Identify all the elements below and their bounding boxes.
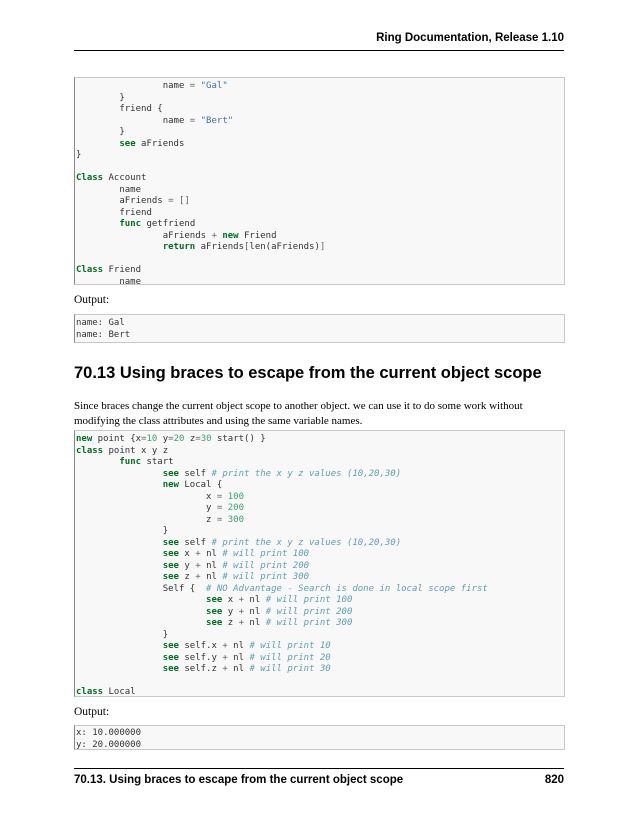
code-token: z bbox=[76, 514, 217, 525]
code-line bbox=[75, 446, 564, 458]
code-token: z bbox=[178, 572, 196, 582]
code-token bbox=[76, 457, 119, 467]
code-token bbox=[76, 607, 206, 617]
code-line bbox=[75, 93, 564, 105]
code-token: 30 bbox=[200, 434, 212, 444]
code-token: see bbox=[162, 468, 179, 479]
code-token: + bbox=[195, 549, 201, 559]
code-token: x: 10.000000 bbox=[76, 728, 142, 738]
code-token bbox=[76, 641, 163, 651]
code-line bbox=[75, 254, 564, 266]
code-line bbox=[75, 318, 564, 330]
code-line bbox=[75, 150, 564, 162]
code-token: + bbox=[222, 664, 228, 674]
code-token: nl bbox=[200, 572, 223, 582]
code-token: aFriends bbox=[76, 196, 169, 206]
code-token: y bbox=[157, 434, 169, 444]
code-token: Local bbox=[103, 687, 136, 697]
code-token: see bbox=[162, 572, 179, 582]
code-line bbox=[75, 231, 564, 243]
code-token: # print the x y z values (10,20,30) bbox=[211, 537, 402, 548]
code-token: start bbox=[141, 457, 174, 467]
code-line bbox=[75, 492, 564, 504]
code-token: y bbox=[76, 503, 217, 513]
code-token: + bbox=[195, 560, 201, 571]
code-token: friend bbox=[76, 207, 152, 218]
code-token: Class bbox=[76, 265, 104, 275]
code-token: 300 bbox=[227, 514, 244, 525]
code-token: ] bbox=[319, 242, 326, 252]
code-token: = bbox=[141, 434, 147, 444]
code-token: + bbox=[222, 652, 228, 663]
code-line bbox=[75, 664, 564, 676]
code-line bbox=[75, 104, 564, 116]
code-token: getfriend bbox=[141, 219, 196, 229]
code-token bbox=[76, 480, 163, 490]
code-token: self.y bbox=[178, 652, 223, 663]
code-token: class bbox=[76, 445, 104, 456]
code-line bbox=[75, 561, 564, 573]
code-token: name bbox=[76, 276, 142, 287]
code-token: + bbox=[195, 572, 201, 582]
code-token: z bbox=[222, 618, 239, 628]
code-token: see bbox=[206, 606, 223, 617]
code-token: see bbox=[162, 641, 179, 651]
code-token: # will print 100 bbox=[265, 595, 353, 605]
code-token bbox=[76, 653, 163, 663]
code-token: name bbox=[76, 115, 190, 126]
code-token: # will print 300 bbox=[222, 572, 310, 582]
code-token: + bbox=[211, 230, 217, 241]
code-token: Friend bbox=[103, 265, 142, 275]
code-token: point {x bbox=[92, 434, 142, 444]
code-line bbox=[75, 572, 564, 584]
code-token: name: Bert bbox=[76, 329, 131, 340]
code-token: = bbox=[168, 434, 174, 444]
code-token: func bbox=[119, 457, 142, 467]
code-line bbox=[75, 503, 564, 515]
code-line bbox=[75, 277, 564, 289]
code-token bbox=[76, 618, 206, 628]
code-token: 100 bbox=[227, 491, 244, 502]
code-token: name: Gal bbox=[76, 318, 125, 328]
footer-section: 70.13. Using braces to escape from the current object scope bbox=[74, 774, 404, 786]
output-label: Output: bbox=[74, 294, 110, 306]
code-token: } bbox=[76, 629, 169, 640]
section-paragraph: Since braces change the current object scope to another object. we can use it to do some work without modifying the class attributes and using the same variable names. bbox=[74, 400, 523, 427]
code-token: self.z bbox=[178, 664, 223, 674]
code-token: aFriends bbox=[76, 230, 212, 241]
code-token: = bbox=[168, 196, 174, 206]
code-token: = bbox=[216, 503, 223, 513]
code-token: = bbox=[189, 81, 196, 91]
code-line bbox=[75, 549, 564, 561]
code-token: } bbox=[76, 526, 169, 536]
code-token: class bbox=[76, 687, 104, 697]
code-line bbox=[75, 127, 564, 139]
code-token: = bbox=[216, 491, 223, 502]
code-token: point x y z bbox=[103, 445, 169, 456]
code-line bbox=[75, 162, 564, 174]
code-line bbox=[75, 242, 564, 254]
code-line bbox=[75, 219, 564, 231]
code-token bbox=[76, 572, 163, 582]
code-line bbox=[75, 81, 564, 93]
code-token: self bbox=[178, 537, 212, 548]
code-token: # will print 100 bbox=[222, 549, 310, 559]
code-token bbox=[76, 595, 206, 605]
header-title: Ring Documentation, Release 1.10 bbox=[376, 32, 564, 44]
code-token: # will print 20 bbox=[249, 652, 331, 663]
code-token: # will print 30 bbox=[249, 664, 331, 674]
code-token: nl bbox=[200, 549, 223, 559]
page-footer bbox=[74, 768, 564, 786]
code-token: nl bbox=[227, 652, 250, 663]
code-token: } bbox=[76, 92, 125, 103]
output-block-friends bbox=[74, 314, 565, 343]
code-token: nl bbox=[227, 641, 250, 651]
code-token: nl bbox=[244, 595, 266, 605]
code-line bbox=[75, 480, 564, 492]
code-token: + bbox=[238, 618, 244, 628]
code-line bbox=[75, 595, 564, 607]
code-token bbox=[76, 242, 163, 252]
code-token: # will print 10 bbox=[249, 641, 331, 651]
code-token: see bbox=[162, 537, 179, 548]
code-line bbox=[75, 526, 564, 538]
code-token: new bbox=[162, 480, 179, 490]
output-label: Output: bbox=[74, 706, 110, 718]
code-line bbox=[75, 457, 564, 469]
code-token: = bbox=[195, 434, 201, 444]
code-token: + bbox=[238, 606, 244, 617]
code-token: y bbox=[178, 560, 196, 571]
code-line bbox=[75, 607, 564, 619]
code-token: # NO Advantage - Search is done in local scope first bbox=[206, 583, 488, 594]
code-token: + bbox=[238, 595, 244, 605]
code-token: see bbox=[162, 560, 179, 571]
code-token: z bbox=[184, 434, 196, 444]
code-token: Friend bbox=[238, 230, 277, 241]
code-token: y bbox=[222, 606, 239, 617]
code-token: 20 bbox=[173, 434, 185, 444]
code-token bbox=[76, 469, 163, 479]
code-line bbox=[75, 687, 564, 699]
code-token bbox=[76, 139, 119, 149]
code-line bbox=[75, 208, 564, 220]
code-token: [] bbox=[178, 196, 190, 206]
code-token: friend { bbox=[76, 104, 163, 114]
code-token bbox=[76, 219, 119, 229]
code-token: nl bbox=[244, 618, 266, 628]
code-block-account bbox=[74, 77, 565, 285]
code-line bbox=[75, 330, 564, 342]
code-line bbox=[75, 265, 564, 277]
page-header bbox=[74, 30, 564, 51]
code-token: see bbox=[119, 138, 136, 149]
code-token: aFriends bbox=[195, 242, 244, 252]
code-line bbox=[75, 196, 564, 208]
code-line bbox=[75, 116, 564, 128]
code-line bbox=[75, 676, 564, 688]
code-token: new bbox=[76, 434, 93, 444]
code-line bbox=[75, 618, 564, 630]
code-token: self.x bbox=[178, 641, 223, 651]
code-token: Self { bbox=[76, 583, 207, 594]
code-token: Account bbox=[103, 173, 147, 183]
code-token: nl bbox=[244, 606, 266, 617]
output-block-point bbox=[74, 725, 565, 750]
code-token: new bbox=[222, 230, 239, 241]
code-token: y: 20.000000 bbox=[76, 739, 142, 750]
code-token: # will print 200 bbox=[265, 606, 353, 617]
code-line bbox=[75, 740, 564, 752]
page-number: 820 bbox=[544, 774, 564, 786]
code-token: x bbox=[222, 595, 239, 605]
code-line bbox=[75, 469, 564, 481]
code-token: start() } bbox=[211, 434, 266, 444]
code-line bbox=[75, 653, 564, 665]
code-token: = bbox=[189, 115, 196, 126]
code-line bbox=[75, 185, 564, 197]
code-token: name bbox=[76, 184, 142, 195]
code-line bbox=[75, 434, 564, 446]
code-token: see bbox=[162, 549, 179, 559]
code-token: 10 bbox=[146, 434, 158, 444]
code-token: len(aFriends) bbox=[249, 242, 320, 252]
code-token bbox=[76, 664, 163, 674]
code-token: return bbox=[162, 242, 196, 252]
code-line bbox=[75, 641, 564, 653]
code-token: nl bbox=[227, 664, 250, 674]
code-token: + bbox=[222, 641, 228, 651]
code-line bbox=[75, 139, 564, 151]
code-line bbox=[75, 630, 564, 642]
code-token: } bbox=[76, 150, 82, 160]
code-token: aFriends bbox=[135, 138, 185, 149]
section-title: 70.13 Using braces to escape from the current object scope bbox=[74, 364, 542, 382]
code-token: # will print 200 bbox=[222, 560, 310, 571]
code-line bbox=[75, 584, 564, 596]
code-block-point bbox=[74, 430, 565, 697]
code-token: Local { bbox=[178, 480, 223, 490]
code-token: see bbox=[162, 664, 179, 674]
code-token: see bbox=[206, 595, 223, 605]
code-token: name bbox=[76, 81, 190, 91]
code-token: [ bbox=[244, 242, 250, 252]
code-token: } bbox=[76, 127, 125, 137]
code-token: see bbox=[162, 652, 179, 663]
code-token: "Bert" bbox=[200, 115, 234, 126]
code-line bbox=[75, 173, 564, 185]
code-token bbox=[76, 538, 163, 548]
code-token bbox=[76, 549, 163, 559]
code-token: = bbox=[216, 514, 223, 525]
code-token bbox=[76, 561, 163, 571]
code-token: x bbox=[178, 549, 196, 559]
code-token: "Gal" bbox=[200, 81, 228, 91]
code-token: see bbox=[206, 618, 223, 628]
code-line bbox=[75, 538, 564, 550]
code-line bbox=[75, 728, 564, 740]
code-token: 200 bbox=[227, 503, 244, 513]
code-token: func bbox=[119, 219, 142, 229]
code-line bbox=[75, 515, 564, 527]
code-token: # will print 300 bbox=[265, 618, 353, 628]
code-token: nl bbox=[200, 560, 223, 571]
code-token: self bbox=[178, 468, 212, 479]
code-token: Class bbox=[76, 173, 104, 183]
code-token: x bbox=[76, 491, 217, 502]
code-token: # print the x y z values (10,20,30) bbox=[211, 468, 402, 479]
